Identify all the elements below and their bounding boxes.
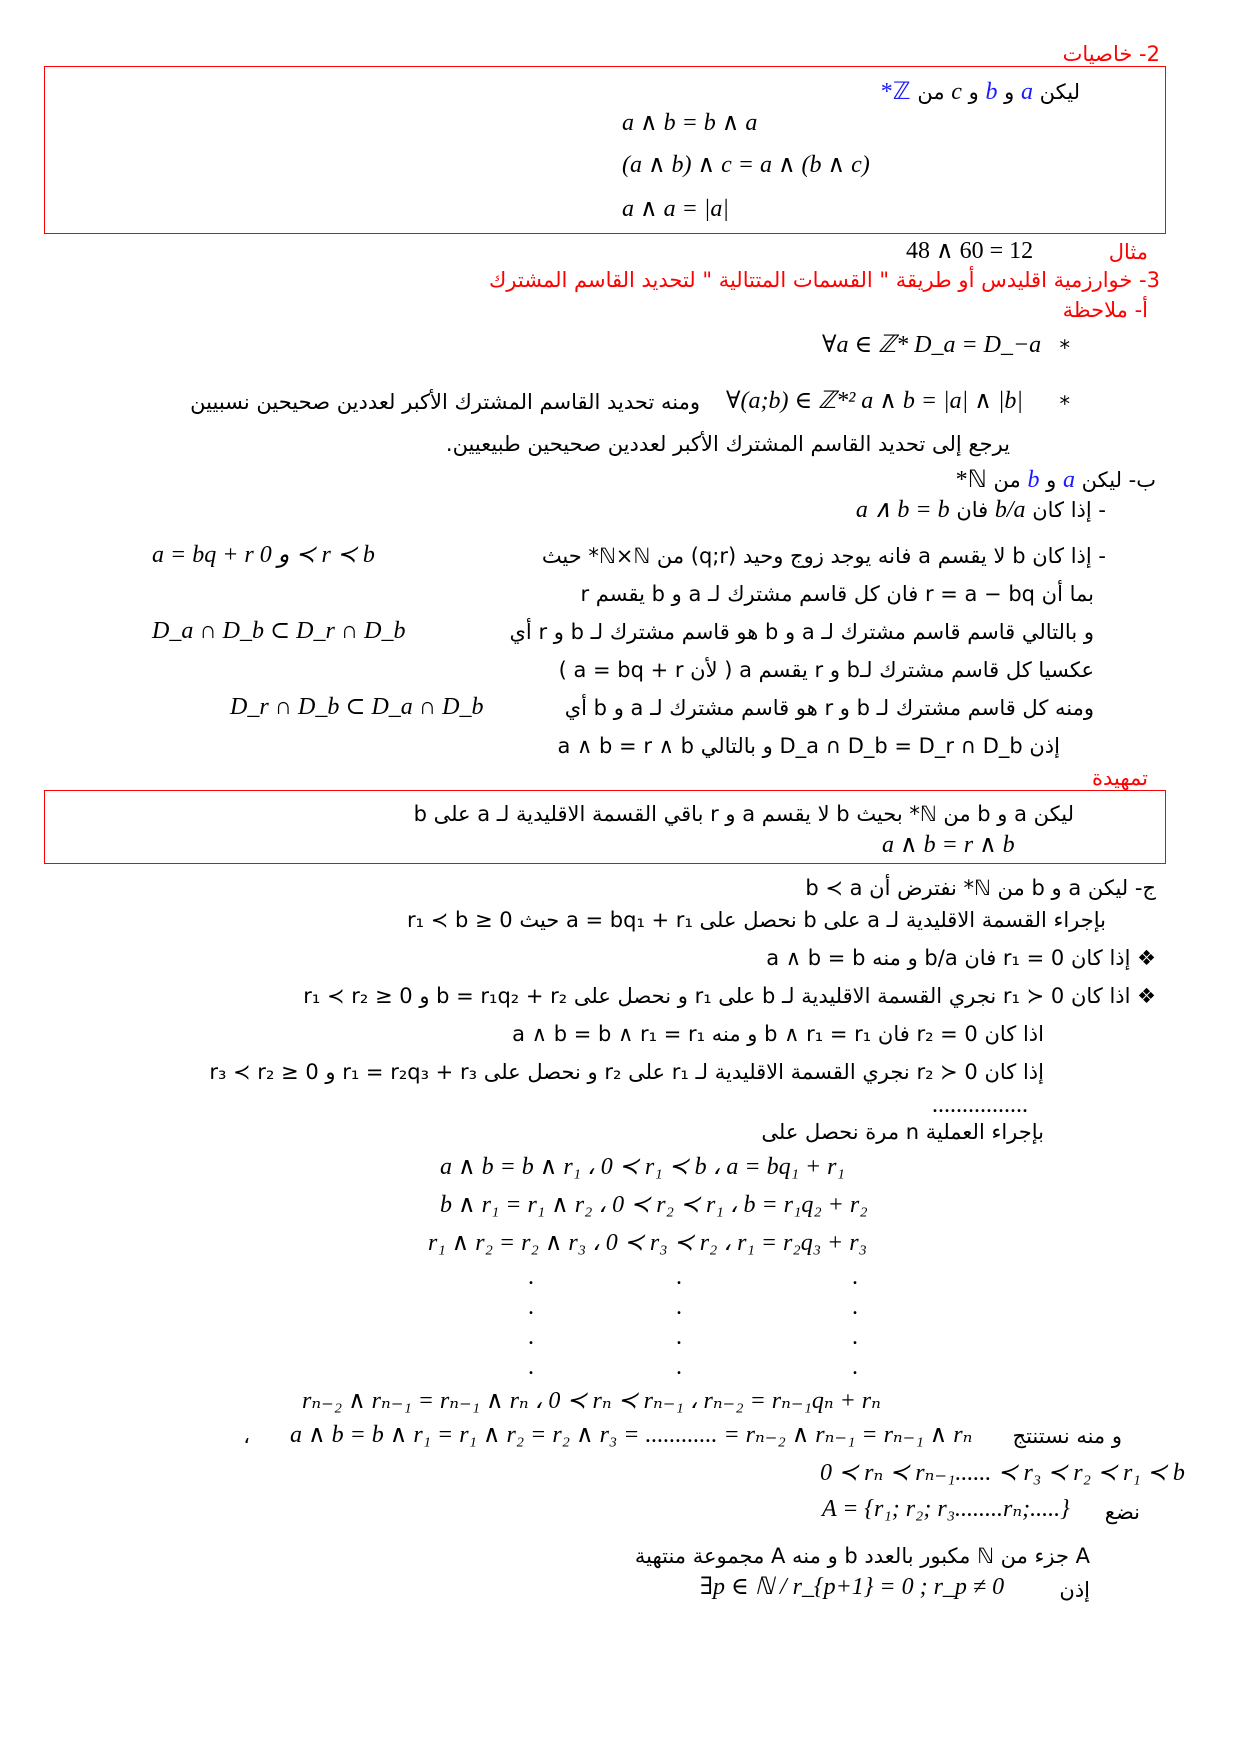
set-label: نضع bbox=[1104, 1500, 1140, 1524]
bullet-1 bbox=[766, 944, 1156, 972]
since-text: بما أن r = a − bq فان كل قاسم مشترك لـ a و b يقسم r bbox=[580, 582, 1094, 606]
note-formula-1: ∀a ∈ ℤ* D_a = D_−a bbox=[822, 332, 1042, 358]
part-b-var-b: b bbox=[1027, 467, 1040, 493]
lemma-line-1: ليكن a و b من ℕ* بحيث b لا يقسم a و r باقي القسمة الاقليدية لـ a على b bbox=[413, 802, 1074, 826]
ellipsis: ................ bbox=[932, 1092, 1028, 1118]
set-formula: A = {r₁; r₂; r₃........rₙ;.....} bbox=[822, 1496, 1070, 1522]
var-c: c bbox=[951, 79, 962, 105]
part-b-let: ب- ليكن bbox=[1081, 468, 1156, 492]
case1-if: - إذا كان bbox=[1032, 498, 1106, 522]
box1-and2: و bbox=[968, 80, 979, 104]
converse-text: عكسيا كل قاسم مشترك لـb و r يقسم a ( لأن a = bq + r ) bbox=[558, 658, 1094, 682]
system-line-1: a ∧ b = b ∧ r₁ ، 0 ≺ r₁ ≺ b ، a = bq₁ + r₁ bbox=[440, 1154, 845, 1180]
final-label: إذن bbox=[1059, 1578, 1090, 1602]
box1-intro bbox=[881, 78, 1080, 106]
euclid-title: 3- خوارزمية اقليدس أو طريقة " القسمات المتتالية " لتحديد القاسم المشترك bbox=[489, 268, 1160, 292]
dots-column-3: . . . . bbox=[852, 1264, 858, 1380]
properties-title: 2- خاصيات bbox=[1062, 42, 1160, 66]
example-formula: 48 ∧ 60 = 12 bbox=[906, 238, 1034, 264]
case1-line bbox=[856, 496, 1106, 524]
case1-divides: b/a bbox=[994, 497, 1026, 523]
case2-formula: a = bq + r و 0 ≺ r ≺ b bbox=[152, 542, 375, 568]
system-line-n: rₙ₋₂ ∧ rₙ₋₁ = rₙ₋₁ ∧ rₙ ، 0 ≺ rₙ ≺ rₙ₋₁ ، rₙ₋₂ = rₙ₋₁qₙ + rₙ bbox=[302, 1388, 881, 1414]
bullet-2 bbox=[303, 982, 1156, 1010]
then-text: إذن D_a ∩ D_b = D_r ∩ D_b و بالتالي a ∧ b = r ∧ b bbox=[557, 734, 1060, 758]
lemma-title: تمهيدة bbox=[1091, 766, 1148, 790]
finite-text: A جزء من ℕ مكبور بالعدد b و منه A مجموعة منتهية bbox=[634, 1544, 1090, 1568]
prop-idempotent: a ∧ a = |a| bbox=[622, 196, 729, 222]
part-b-intro bbox=[956, 466, 1156, 494]
hence1-formula: D_a ∩ D_b ⊂ D_r ∩ D_b bbox=[152, 618, 406, 644]
bullet-2-text: اذا كان r₁ ≻ 0 نجري القسمة الاقليدية لـ b على r₁ و نحصل على b = r₁q₂ + r₂ و 0 ≤ r₁ ≺ r₂ bbox=[303, 984, 1131, 1008]
box1-let: ليكن bbox=[1039, 80, 1080, 104]
part-c-step1: بإجراء القسمة الاقليدية لـ a على b نحصل على a = bq₁ + r₁ حيث 0 ≤ r₁ ≺ b bbox=[407, 908, 1106, 932]
note-text-2: ومنه تحديد القاسم المشترك الأكبر لعددين صحيحين نسبيين bbox=[190, 390, 700, 414]
hence2-formula: D_r ∩ D_b ⊂ D_a ∩ D_b bbox=[230, 694, 484, 720]
part-b-set: ℕ* bbox=[955, 467, 987, 493]
n-times-line: بإجراء العملية n مرة نحصل على bbox=[761, 1120, 1044, 1144]
conclude-label: و منه نستنتج bbox=[1012, 1424, 1122, 1448]
hence2-text: ومنه كل قاسم مشترك لـ b و r هو قاسم مشترك لـ a و b أي bbox=[564, 696, 1094, 720]
dots-column-2: . . . . bbox=[676, 1264, 682, 1380]
case2-text: - إذا كان b لا يقسم a فانه يوجد زوج وحيد (q;r) من ℕ×ℕ* حيث bbox=[541, 544, 1106, 568]
final-formula: ∃p ∈ ℕ / r_{p+1} = 0 ; r_p ≠ 0 bbox=[700, 1574, 1005, 1600]
box1-from: من bbox=[917, 80, 945, 104]
system-line-3: r₁ ∧ r₂ = r₂ ∧ r₃ ، 0 ≺ r₃ ≺ r₂ ، r₁ = r₂q₃ + r₃ bbox=[428, 1230, 867, 1256]
dots-column-1: . . . . bbox=[528, 1264, 534, 1380]
set-z-star: ℤ* bbox=[880, 79, 911, 105]
r2-pos-line: إذا كان r₂ ≻ 0 نجري القسمة الاقليدية لـ r₁ على r₂ و نحصل على r₁ = r₂q₃ + r₃ و 0 ≤ r₃ ≺ r₂ bbox=[209, 1060, 1044, 1084]
diamond-bullet-icon: ❖ bbox=[1137, 946, 1156, 970]
case1-then: فان bbox=[956, 498, 989, 522]
example-label: مثال bbox=[1108, 240, 1148, 264]
r2-zero-line: اذا كان r₂ = 0 فان b ∧ r₁ = r₁ و منه a ∧ b = b ∧ r₁ = r₁ bbox=[512, 1022, 1044, 1046]
diamond-bullet-icon: ❖ bbox=[1137, 984, 1156, 1008]
box1-and1: و bbox=[1004, 80, 1015, 104]
conclude-comma: ، bbox=[243, 1424, 250, 1448]
case1-formula: a ∧ b = b bbox=[855, 497, 950, 523]
bullet-1-text: إذا كان r₁ = 0 فان b/a و منه a ∧ b = b bbox=[766, 946, 1131, 970]
part-b-from: من bbox=[993, 468, 1021, 492]
remainder-chain: 0 ≺ rₙ ≺ rₙ₋₁...... ≺ r₃ ≺ r₂ ≺ r₁ ≺ b bbox=[820, 1460, 1185, 1486]
part-b-var-a: a bbox=[1062, 467, 1075, 493]
prop-associative: (a ∧ b) ∧ c = a ∧ (b ∧ c) bbox=[622, 152, 870, 178]
lemma-line-2: a ∧ b = r ∧ b bbox=[882, 832, 1015, 858]
note-text-3: يرجع إلى تحديد القاسم المشترك الأكبر لعددين صحيحين طبيعيين. bbox=[445, 432, 1010, 456]
note-formula-2: ∀(a;b) ∈ ℤ*² a ∧ b = |a| ∧ |b| bbox=[726, 388, 1024, 414]
note-title: أ- ملاحظة bbox=[1062, 298, 1148, 322]
part-c-intro: ج- ليكن a و b من ℕ* نفترض أن b ≺ a bbox=[805, 876, 1156, 900]
note-star-1: * bbox=[1059, 336, 1070, 360]
var-a: a bbox=[1020, 79, 1033, 105]
part-b-and: و bbox=[1046, 468, 1057, 492]
hence1-text: و بالتالي قاسم قاسم مشترك لـ a و b هو قاسم مشترك لـ b و r أي bbox=[509, 620, 1094, 644]
prop-commutative: a ∧ b = b ∧ a bbox=[622, 110, 758, 136]
var-b: b bbox=[985, 79, 998, 105]
system-line-2: b ∧ r₁ = r₁ ∧ r₂ ، 0 ≺ r₂ ≺ r₁ ، b = r₁q₂ + r₂ bbox=[440, 1192, 868, 1218]
conclude-formula: a ∧ b = b ∧ r₁ = r₁ ∧ r₂ = r₂ ∧ r₃ = ............ = rₙ₋₂ ∧ rₙ₋₁ = rₙ₋₁ ∧ rₙ bbox=[290, 1422, 973, 1448]
note-star-2: * bbox=[1059, 392, 1070, 416]
